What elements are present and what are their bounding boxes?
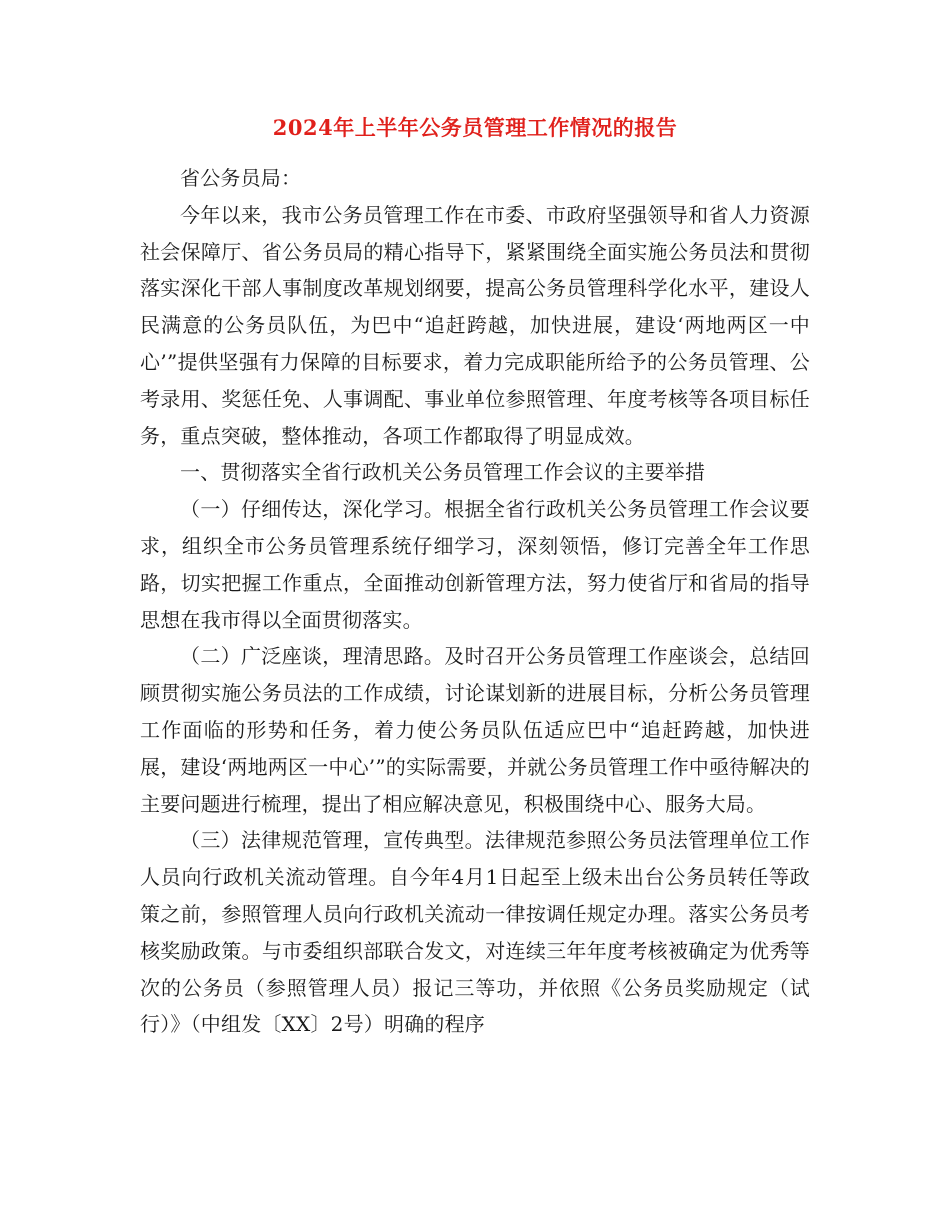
paragraph-subsection-1: （一）仔细传达，深化学习。根据全省行政机关公务员管理工作会议要求，组织全市公务员管理系统仔细学习，深刻领悟，修订完善全年工作思路，切实把握工作重点，全面推动创新管理方法，努力使省厅和省局的指导思想在我市得以全面贯彻落实。 [140,497,810,632]
document-title: 2024年上半年公务员管理工作情况的报告 [272,115,678,140]
paragraph-subsection-2: （二）广泛座谈，理清思路。及时召开公务员管理工作座谈会，总结回顾贯彻实施公务员法的工作成绩，讨论谋划新的进展目标，分析公务员管理工作面临的形势和任务，着力使公务员队伍适应巴中“追赶跨越，加快进展，建设‘两地两区一中心’”的实际需要，并就公务员管理工作中亟待解决的主要问题进行梳理，提出了相应解决意见，积极围绕中心、服务大局。 [140,644,810,816]
salutation: 省公务员局： [180,166,302,190]
paragraph-intro: 今年以来，我市公务员管理工作在市委、市政府坚强领导和省人力资源社会保障厅、省公务员局的精心指导下，紧紧围绕全面实施公务员法和贯彻落实深化干部人事制度改革规划纲要，提高公务员管理科学化水平，建设人民满意的公务员队伍，为巴中“追赶跨越，加快进展，建设‘两地两区一中心’”提供坚强有力保障的目标要求，着力完成职能所给予的公务员管理、公考录用、奖惩任免、人事调配、事业单位参照管理、年度考核等各项目标任务，重点突破，整体推动，各项工作都取得了明显成效。 [140,202,810,448]
document-body [140,160,810,1043]
paragraph-subsection-3: （三）法律规范管理，宣传典型。法律规范参照公务员法管理单位工作人员向行政机关流动管理。自今年4月1日起至上级未出台公务员转任等政策之前，参照管理人员向行政机关流动一律按调任规定办理。落实公务员考核奖励政策。与市委组织部联合发文，对连续三年年度考核被确定为优秀等次的公务员（参照管理人员）报记三等功，并依照《公务员奖励规定（试行）》（中组发〔XX〕2号）明确的程序 [140,828,810,1037]
section-heading-1: 一、贯彻落实全省行政机关公务员管理工作会议的主要举措 [180,460,706,485]
